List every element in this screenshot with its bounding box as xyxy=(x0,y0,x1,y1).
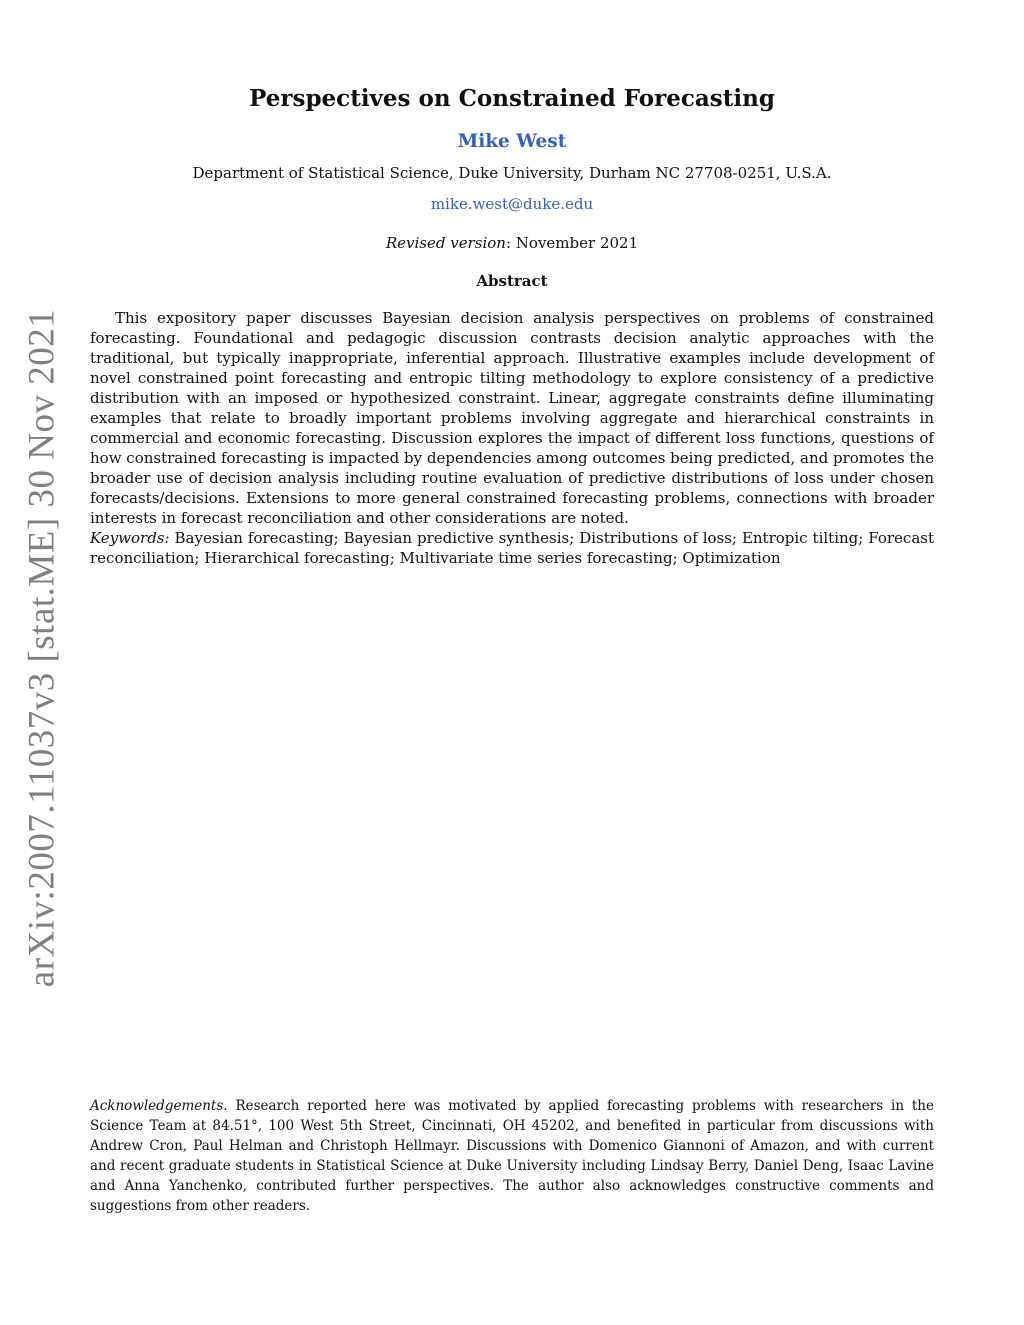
paper-title: Perspectives on Constrained Forecasting xyxy=(249,85,775,112)
abstract-body: This expository paper discusses Bayesian decision analysis perspectives on problems of constrained forecasting. Foundational and pedagogic discussion contrasts decision analytic approaches with the traditional, but typically inappropriate, inferential approach. Illustrative examples include development of novel constrained point forecasting and entropic tilting methodology to explore consistency of a predictive distribution with an imposed or hypothesized constraint. Linear, aggregate constraints define illuminating examples that relate to broadly important problems involving aggregate and hierarchical constraints in commercial and economic forecasting. Discussion explores the impact of different loss functions, questions of how constrained forecasting is impacted by dependencies among outcomes being predicted, and promotes the broader use of decision analysis including routine evaluation of predictive distributions of loss under chosen forecasts/decisions. Extensions to more general constrained forecasting problems, connections with broader interests in forecast reconciliation and other considerations are noted. xyxy=(90,309,934,527)
keywords-paragraph xyxy=(90,528,934,568)
author-email-link[interactable]: mike.west@duke.edu xyxy=(430,195,594,213)
arxiv-identifier: arXiv:2007.11037v3 [stat.ME] 30 Nov 2021 xyxy=(21,308,63,988)
acknowledgements-label: Acknowledgements xyxy=(90,1098,224,1114)
revised-version-label: Revised version xyxy=(385,234,506,252)
author-affiliation: Department of Statistical Science, Duke University, Durham NC 27708-0251, U.S.A. xyxy=(192,164,832,182)
abstract-heading: Abstract xyxy=(476,272,548,290)
acknowledgements-footnote xyxy=(90,1096,934,1216)
revised-version-line xyxy=(90,234,934,252)
keywords-list: Bayesian forecasting; Bayesian predictive synthesis; Distributions of loss; Entropic tilting; Forecast reconciliation; Hierarchical forecasting; Multivariate time series forecasting; Optimization xyxy=(90,529,934,567)
arxiv-sidebar-stamp xyxy=(0,0,63,1325)
keywords-label: Keywords: xyxy=(90,529,170,547)
acknowledgements-text: . Research reported here was motivated by applied forecasting problems with researchers in the Science Team at 84.51°, 100 West 5th Street, Cincinnati, OH 45202, and benefited in particular from discussions with Andrew Cron, Paul Helman and Christoph Hellmayr. Discussions with Domenico Giannoni of Amazon, and with current and recent graduate students in Statistical Science at Duke University including Lindsay Berry, Daniel Deng, Isaac Lavine and Anna Yanchenko, contributed further perspectives. The author also acknowledges constructive comments and suggestions from other readers. xyxy=(90,1098,934,1214)
revised-version-date: : November 2021 xyxy=(505,234,639,252)
author-name[interactable]: Mike West xyxy=(457,131,567,152)
